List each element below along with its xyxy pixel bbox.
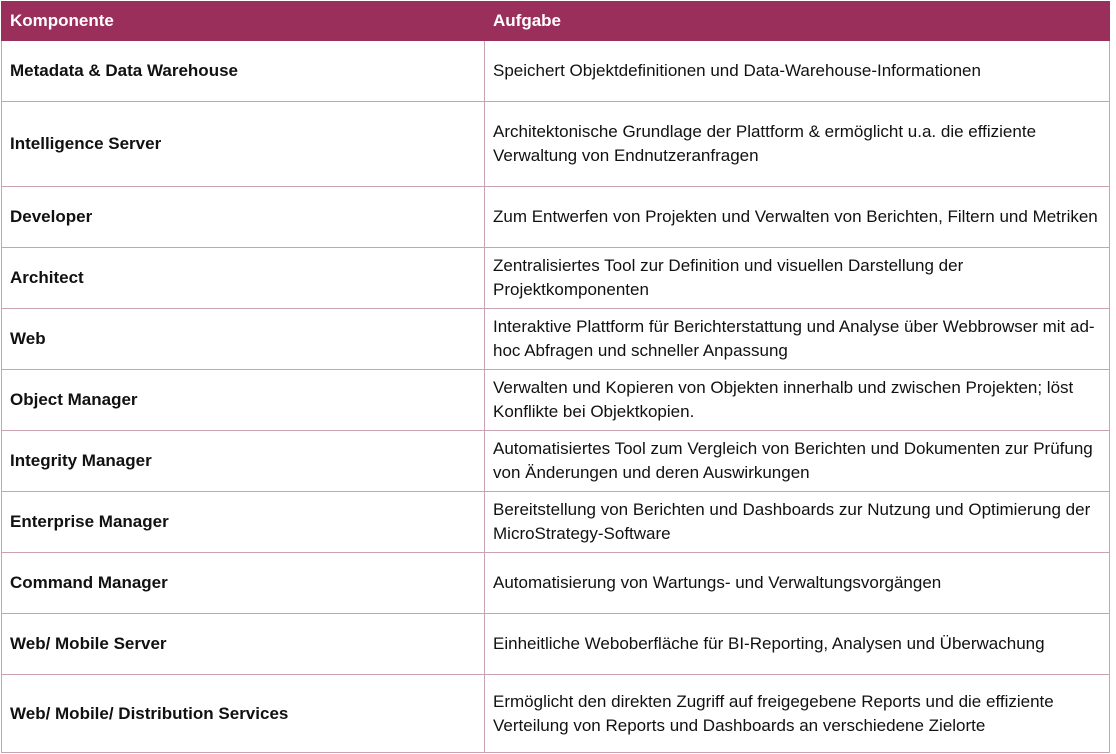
component-name: Architect xyxy=(2,248,485,309)
component-name: Intelligence Server xyxy=(2,102,485,187)
table-row xyxy=(2,248,1110,309)
component-task: Ermöglicht den direkten Zugriff auf freigegebene Reports und die effiziente Verteilung von Reports und Dashboards an verschiedene Zielorte xyxy=(485,675,1110,753)
component-task: Interaktive Plattform für Berichterstattung und Analyse über Webbrowser mit ad-hoc Abfragen und schneller Anpassung xyxy=(485,309,1110,370)
component-name: Web/ Mobile Server xyxy=(2,614,485,675)
table-row xyxy=(2,492,1110,553)
table-row xyxy=(2,187,1110,248)
header-row xyxy=(2,2,1110,41)
table-row xyxy=(2,431,1110,492)
component-task: Speichert Objektdefinitionen und Data-Warehouse-Informationen xyxy=(485,41,1110,102)
component-name: Web/ Mobile/ Distribution Services xyxy=(2,675,485,753)
header-komponente: Komponente xyxy=(2,2,485,41)
component-task: Zentralisiertes Tool zur Definition und visuellen Darstellung der Projektkomponenten xyxy=(485,248,1110,309)
component-name: Object Manager xyxy=(2,370,485,431)
component-name: Metadata & Data Warehouse xyxy=(2,41,485,102)
header-aufgabe: Aufgabe xyxy=(485,2,1110,41)
table-row xyxy=(2,41,1110,102)
table-row xyxy=(2,370,1110,431)
component-name: Integrity Manager xyxy=(2,431,485,492)
table-row xyxy=(2,309,1110,370)
table-row xyxy=(2,553,1110,614)
component-task: Verwalten und Kopieren von Objekten innerhalb und zwischen Projekten; löst Konflikte bei Objektkopien. xyxy=(485,370,1110,431)
component-task: Zum Entwerfen von Projekten und Verwalten von Berichten, Filtern und Metriken xyxy=(485,187,1110,248)
component-task: Bereitstellung von Berichten und Dashboards zur Nutzung und Optimierung der MicroStrategy-Software xyxy=(485,492,1110,553)
component-name: Enterprise Manager xyxy=(2,492,485,553)
component-name: Command Manager xyxy=(2,553,485,614)
table-row xyxy=(2,675,1110,753)
component-name: Developer xyxy=(2,187,485,248)
component-task: Architektonische Grundlage der Plattform & ermöglicht u.a. die effiziente Verwaltung von Endnutzeranfragen xyxy=(485,102,1110,187)
component-task: Automatisiertes Tool zum Vergleich von Berichten und Dokumenten zur Prüfung von Änderungen und deren Auswirkungen xyxy=(485,431,1110,492)
component-task: Automatisierung von Wartungs- und Verwaltungsvorgängen xyxy=(485,553,1110,614)
components-table xyxy=(1,1,1110,753)
component-task: Einheitliche Weboberfläche für BI-Reporting, Analysen und Überwachung xyxy=(485,614,1110,675)
component-name: Web xyxy=(2,309,485,370)
table-row xyxy=(2,102,1110,187)
table-row xyxy=(2,614,1110,675)
